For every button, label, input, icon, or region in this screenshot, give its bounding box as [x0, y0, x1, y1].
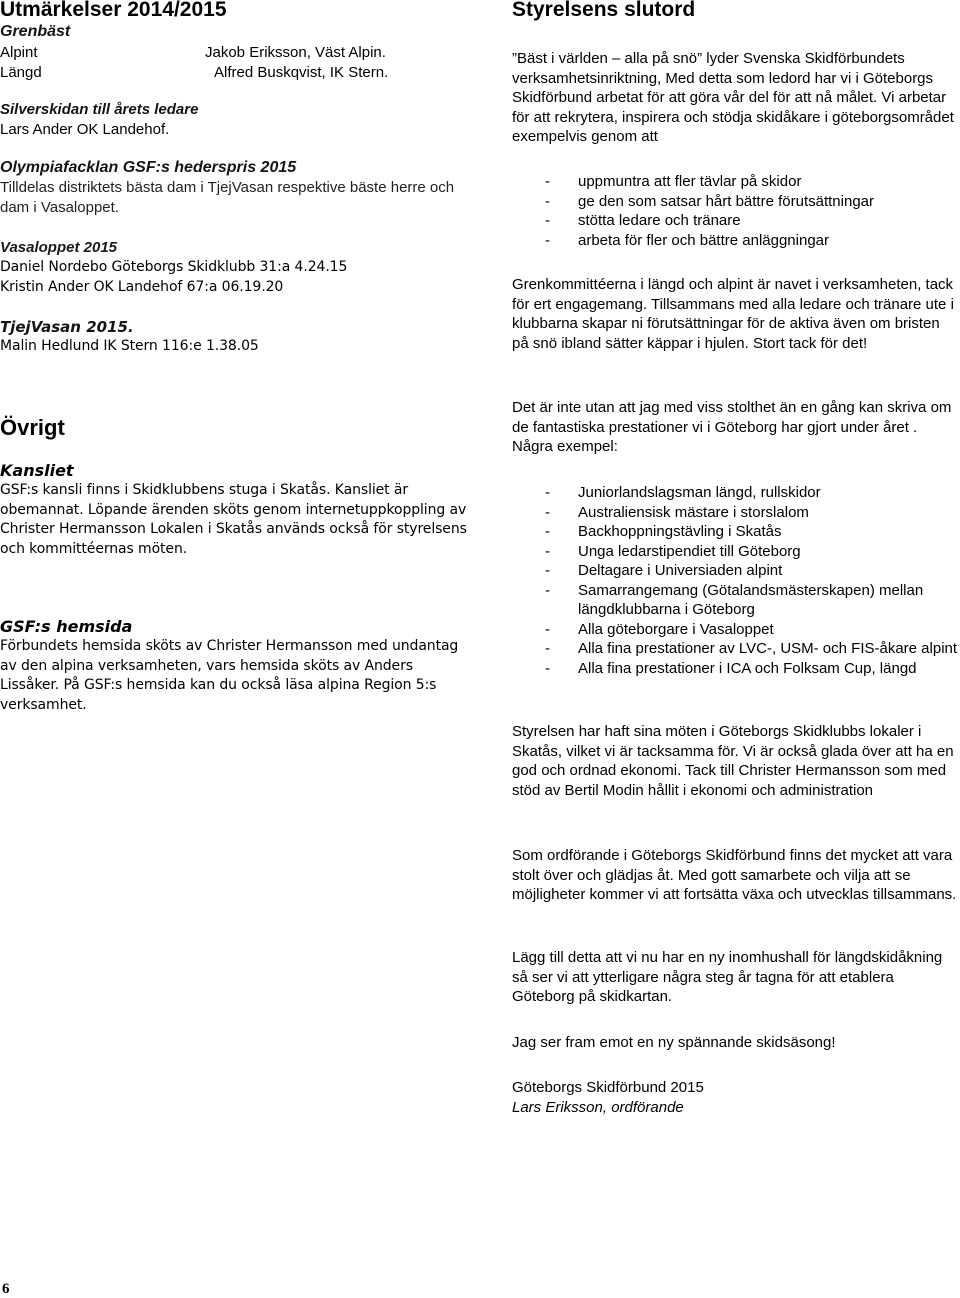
vasaloppet-line: Kristin Ander OK Landehof 67:a 06.19.20: [0, 278, 284, 295]
olympia-section: Olympiafacklan GSF:s hederspris 2015 Tilldelas distriktets bästa dam i TjejVasan respektive bäste herre och dam i Vasaloppet.: [0, 159, 455, 216]
grenbast-heading: Grenbäst: [0, 23, 71, 40]
list-item: - Deltagare i Universiaden alpint: [512, 561, 960, 581]
list-item: - Australiensisk mästare i storslalom: [512, 503, 960, 523]
closing-title: Styrelsens slutord: [512, 0, 696, 21]
list-item: - Backhoppningstävling i Skatås: [512, 522, 960, 542]
goals-list: [512, 172, 960, 250]
signature-org: Göteborgs Skidförbund 2015: [512, 1079, 704, 1096]
list-item: - Alla fina prestationer av LVC-, USM- och FIS-åkare alpint: [512, 639, 960, 659]
list-item: - Alla göteborgare i Vasaloppet: [512, 620, 960, 640]
vasaloppet-section: Vasaloppet 2015 Daniel Nordebo Göteborgs Skidklubb 31:a 4.24.15 Kristin Ander OK Landehof 67:a 06.19.20: [0, 238, 478, 297]
paragraph-grenkommitteer: Grenkommittéerna i längd och alpint är navet i verksamheten, tack för ert engagemang. Tillsammans med alla ledare och tränare ute i klubbarna skapar ni förutsättningar för de aktiva även om bristen på snö ibland sätter käppar i hjulen. Stort tack för det!: [512, 276, 954, 352]
hemsida-section: GSF:s hemsida Förbundets hemsida sköts av Christer Hermansson med undantag av den alpina verksamheten, vars hemsida sköts av Anders Lissåker. På GSF:s hemsida kan du också läsa alpina Region 5:s verksamhet.: [0, 617, 459, 713]
list-item: - ge den som satsar hårt bättre förutsättningar: [512, 192, 960, 212]
grenbast-list: [0, 43, 478, 82]
paragraph-ordforande: Som ordförande i Göteborgs Skidförbund finns det mycket att vara stolt över och glädjas åt. Med gott samarbete och vilja att se möjligheter kommer vi att fortsätta växa och utvecklas tillsammans.: [512, 847, 957, 903]
paragraph-inomhushall: Lägg till detta att vi nu har en ny inomhushall för längdskidåkning så ser vi att ytterligare några steg år tagna för att etablera Göteborg på skidkartan.: [512, 949, 943, 1005]
paragraph-skidsasong: Jag ser fram emot en ny spännande skidsäsong!: [512, 1034, 836, 1051]
list-item: - uppmuntra att fler tävlar på skidor: [512, 172, 960, 192]
list-item: - Samarrangemang (Götalandsmästerskapen) mellan längdklubbarna i Göteborg: [512, 581, 960, 620]
page-number: 6: [2, 1281, 10, 1297]
grenbast-row-langd: Längd Alfred Buskqvist, IK Stern.: [0, 63, 389, 81]
awards-title: Utmärkelser 2014/2015: [0, 0, 227, 21]
paragraph-stolthet: Det är inte utan att jag med viss stolthet än en gång kan skriva om de fantastiska prestationer vi i Göteborg har gjort under året . Några exempel:: [512, 399, 952, 455]
tjejvasan-section: TjejVasan 2015. Malin Hedlund IK Stern 116:e 1.38.05: [0, 318, 259, 354]
closing-intro: ”Bäst i världen – alla på snö” lyder Svenska Skidförbundets verksamhetsinriktning, Med detta som ledord har vi i Göteborgs Skidförbund arbetat för att göra vår del för att nå målet. Vi arbetar för att rekrytera, inspirera och stödja skidåkare i göteborgsområdet exempelvis genom att: [512, 50, 954, 145]
signature-name: Lars Eriksson, ordförande: [512, 1098, 684, 1116]
list-item: - Unga ledarstipendiet till Göteborg: [512, 542, 960, 562]
list-item: - arbeta för fler och bättre anläggningar: [512, 231, 960, 251]
vasaloppet-line: Daniel Nordebo Göteborgs Skidklubb 31:a 4.24.15: [0, 259, 348, 275]
list-item: - stötta ledare och tränare: [512, 211, 960, 231]
grenbast-row-alpint: Alpint Jakob Eriksson, Väst Alpin.: [0, 44, 386, 61]
kansliet-section: Kansliet GSF:s kansli finns i Skidklubbens stuga i Skatås. Kansliet är obemannat. Löpande ärenden sköts genom internetuppkoppling av Christer Hermansson Lokalen i Skatås används också för styrelsens och kommittéernas möten.: [0, 461, 467, 557]
signature: [512, 1078, 960, 1117]
ovrigt-heading: Övrigt: [0, 415, 65, 440]
list-item: - Juniorlandslagsman längd, rullskidor: [512, 483, 960, 503]
achievements-list: [512, 483, 960, 678]
list-item: - Alla fina prestationer i ICA och Folksam Cup, längd: [512, 659, 960, 679]
paragraph-moten: Styrelsen har haft sina möten i Göteborgs Skidklubbs lokaler i Skatås, vilket vi är tacksamma för. Vi är också glada över att ha en god och ordnad ekonomi. Tack till Christer Hermansson som med stöd av Bertil Modin hållit i ekonomi och administration: [512, 723, 954, 799]
silverskidan-section: Silverskidan till årets ledare Lars Ander OK Landehof.: [0, 101, 199, 138]
